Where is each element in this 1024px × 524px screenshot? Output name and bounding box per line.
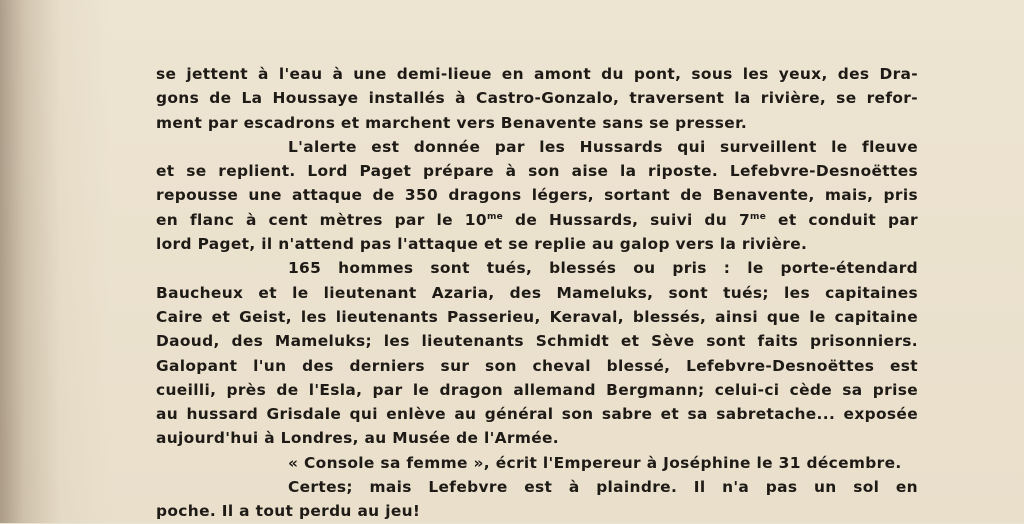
text-line: « Console sa femme », écrit l'Empereur à Joséphine le 31 décembre.	[288, 453, 902, 472]
text-line: 165 hommes sont tués, blessés ou pris : le porte-étendard	[288, 259, 918, 278]
text-line: poche. Il a tout perdu au jeu!	[156, 502, 421, 521]
text-line: repousse une attaque de 350 dragons légers, sortant de Benavente, mais, pris	[156, 186, 918, 205]
text-line: Galopant l'un des derniers sur son cheval blessé, Lefebvre-Desnoëttes est	[156, 356, 918, 375]
text-line: et se replient. Lord Paget prépare à son aise la riposte. Lefebvre-Desnoëttes	[156, 162, 918, 181]
text-line: Caire et Geist, les lieutenants Passerieu, Keraval, blessés, ainsi que le capitaine	[156, 307, 918, 326]
body-text	[156, 62, 918, 524]
text-line: se jettent à l'eau à une demi-lieue en amont du pont, sous les yeux, des Dra-	[156, 65, 918, 83]
text-line: au hussard Grisdale qui enlève au général son sabre et sa sabretache... exposée	[156, 405, 918, 424]
text-line: Certes; mais Lefebvre est à plaindre. Il n'a pas un sol en	[288, 478, 918, 497]
text-line: ment par escadrons et marchent vers Benavente sans se presser.	[156, 113, 748, 132]
text-line: cueilli, près de l'Esla, par le dragon allemand Bergmann; celui-ci cède sa prise	[156, 380, 918, 399]
text-line: Daoud, des Mameluks; les lieutenants Schmidt et Sève sont faits prisonniers.	[156, 332, 918, 351]
text-line: en flanc à cent mètres par le $10^{me}$ de Hussards, suivi du $7^{me}$ et conduit par	[156, 210, 918, 229]
text-line: lord Paget, il n'attend pas l'attaque et se replie au galop vers la rivière.	[156, 235, 808, 254]
text-line: Baucheux et le lieutenant Azaria, des Mameluks, sont tués; les capitaines	[156, 283, 918, 302]
text-line: L'alerte est donnée par les Hussards qui surveillent le fleuve	[288, 137, 918, 156]
text-line: gons de La Houssaye installés à Castro-Gonzalo, traversent la rivière, se refor-	[156, 89, 918, 108]
text-line: aujourd'hui à Londres, au Musée de l'Armée.	[156, 429, 559, 448]
